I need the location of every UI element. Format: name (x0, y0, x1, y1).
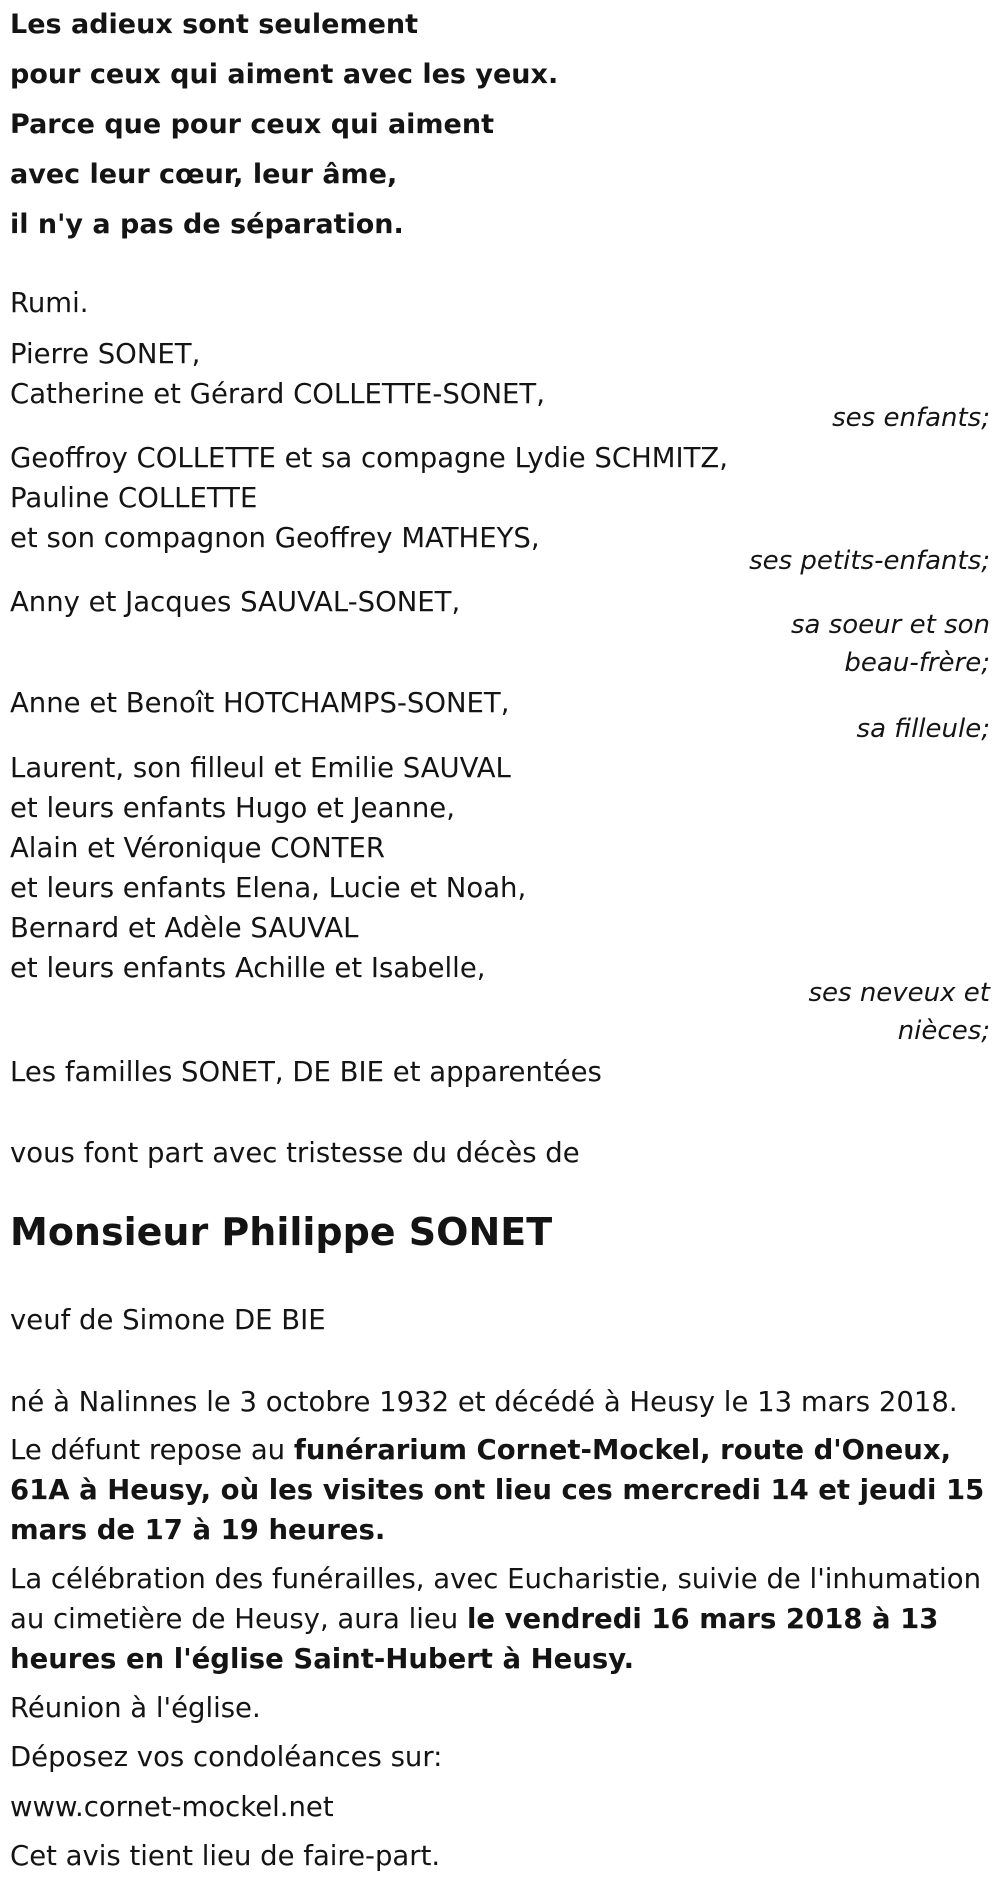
poem-line: pour ceux qui aiment avec les yeux. (10, 59, 559, 90)
family-line: et leurs enfants Elena, Lucie et Noah, (10, 872, 527, 904)
nephews-names (10, 748, 526, 988)
family-line: et son compagnon Geoffrey MATHEYS, (10, 522, 540, 554)
relation-label: sa soeur et son beau-frère; (790, 610, 990, 678)
poem-line: Parce que pour ceux qui aiment (10, 109, 494, 140)
family-line: Geoffroy COLLETTE et sa compagne Lydie SCHMITZ, (10, 442, 728, 474)
meeting-line: Réunion à l'église. (10, 1692, 261, 1724)
family-line: Anny et Jacques SAUVAL-SONET, (10, 586, 461, 618)
family-line: et leurs enfants Achille et Isabelle, (10, 952, 486, 984)
poem-line: il n'y a pas de séparation. (10, 209, 404, 240)
relation-label: ses neveux et nièces; (808, 978, 990, 1046)
website-link[interactable]: www.cornet-mockel.net (10, 1791, 334, 1823)
birth-death-line: né à Nalinnes le 3 octobre 1932 et décédé à Heusy le 13 mars 2018. (10, 1386, 958, 1418)
funeral-home-paragraph: Le défunt repose au funérarium Cornet-Mockel, route d'Oneux, 61A à Heusy, où les visites ont lieu ces mercredi 14 et jeudi 15 mars de 17 à 19 heures. (10, 1434, 985, 1546)
poem-line: Les adieux sont seulement (10, 9, 419, 40)
family-line: Laurent, son filleul et Emilie SAUVAL (10, 752, 511, 784)
family-line: Alain et Véronique CONTER (10, 832, 385, 864)
grandchildren-names (10, 438, 728, 558)
celebration-paragraph: La célébration des funérailles, avec Eucharistie, suivie de l'inhumation au cimetière de Heusy, aura lieu le vendredi 16 mars 2018 à 13 heures en l'église Saint-Hubert à Heusy. (10, 1563, 981, 1675)
relation-label: ses enfants; (832, 403, 990, 433)
poem-author: Rumi. (10, 287, 89, 319)
family-line: Bernard et Adèle SAUVAL (10, 912, 359, 944)
announcement: vous font part avec tristesse du décès de (10, 1137, 580, 1169)
families-line: Les familles SONET, DE BIE et apparentées (10, 1056, 602, 1088)
relation-label: sa filleule; (856, 714, 990, 744)
family-line: Catherine et Gérard COLLETTE-SONET, (10, 378, 545, 410)
notice-line: Cet avis tient lieu de faire-part. (10, 1840, 441, 1872)
widower-line: veuf de Simone DE BIE (10, 1304, 326, 1336)
condolences-line: Déposez vos condoléances sur: (10, 1741, 443, 1773)
children-names (10, 334, 545, 414)
poem (10, 0, 558, 250)
family-line: Anne et Benoît HOTCHAMPS-SONET, (10, 687, 510, 719)
relation-label: ses petits-enfants; (749, 546, 990, 576)
family-line: et leurs enfants Hugo et Jeanne, (10, 792, 455, 824)
poem-line: avec leur cœur, leur âme, (10, 159, 398, 190)
goddaughter-names (10, 683, 509, 723)
deceased-name: Monsieur Philippe SONET (10, 1210, 553, 1254)
family-line: Pierre SONET, (10, 338, 201, 370)
sister-names (10, 582, 460, 622)
family-line: Pauline COLLETTE (10, 482, 258, 514)
